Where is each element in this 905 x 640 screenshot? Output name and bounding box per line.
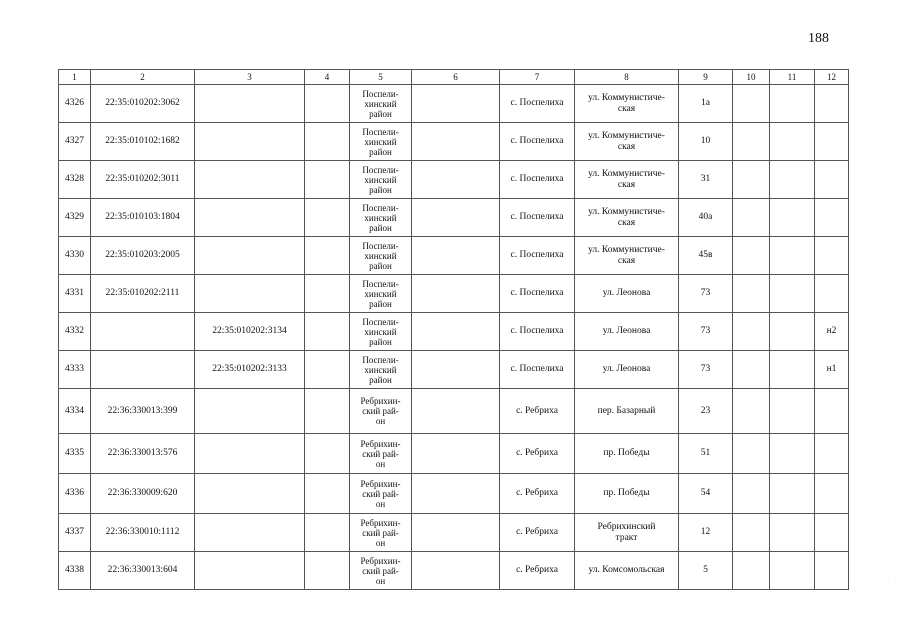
cell-number: 4330 xyxy=(59,237,91,275)
cell-line: ул. Коммунистиче- xyxy=(588,92,665,103)
cell-house: 10 xyxy=(679,123,733,161)
cell-line: ский рай- xyxy=(362,565,399,576)
cell-line: ул. Коммунистиче- xyxy=(588,244,665,255)
cell-cadastral-number: 22:35:010203:2005 xyxy=(91,237,195,275)
cell-col10 xyxy=(733,313,770,351)
cell-line: Ребрихин- xyxy=(360,555,401,566)
cell-district xyxy=(350,123,412,161)
cell-number: 4338 xyxy=(59,552,91,590)
cell-line: ская xyxy=(617,255,636,266)
cell-house: 54 xyxy=(679,474,733,514)
cell-cadastral-number xyxy=(91,313,195,351)
cell-col11 xyxy=(770,389,815,434)
column-header: 6 xyxy=(412,70,500,85)
cell-note: н1 xyxy=(815,351,849,389)
cell-settlement: с. Ребриха xyxy=(500,434,575,474)
cell-col10 xyxy=(733,161,770,199)
cell-line: район xyxy=(369,336,392,347)
cell-cadastral-number-alt: 22:35:010202:3134 xyxy=(195,313,305,351)
cell-col10 xyxy=(733,514,770,552)
cell-line: он xyxy=(375,537,386,548)
cell-line: Поспели- xyxy=(362,240,399,251)
cell-number: 4334 xyxy=(59,389,91,434)
cell-col11 xyxy=(770,552,815,590)
cell-col6 xyxy=(412,552,500,590)
cell-col11 xyxy=(770,351,815,389)
cell-line: тракт xyxy=(615,532,638,543)
table-row xyxy=(59,434,849,474)
cell-note xyxy=(815,237,849,275)
cell-line: ская xyxy=(617,103,636,114)
cell-col10 xyxy=(733,199,770,237)
cell-district xyxy=(350,552,412,590)
cell-settlement: с. Ребриха xyxy=(500,552,575,590)
cell-cadastral-number-alt xyxy=(195,237,305,275)
cell-col4 xyxy=(305,351,350,389)
cell-line: он xyxy=(375,458,386,469)
cell-number: 4335 xyxy=(59,434,91,474)
cell-district xyxy=(350,389,412,434)
cell-settlement: с. Поспелиха xyxy=(500,351,575,389)
cell-house: 5 xyxy=(679,552,733,590)
cell-cadastral-number-alt xyxy=(195,275,305,313)
cell-cadastral-number: 22:35:010102:1682 xyxy=(91,123,195,161)
cell-house: 1а xyxy=(679,85,733,123)
cell-col11 xyxy=(770,434,815,474)
cell-col6 xyxy=(412,434,500,474)
cell-line: район xyxy=(369,260,392,271)
cell-note xyxy=(815,389,849,434)
cell-line: ул. Леонова xyxy=(602,288,651,298)
cell-street xyxy=(575,237,679,275)
column-header: 11 xyxy=(770,70,815,85)
cell-number: 4332 xyxy=(59,313,91,351)
cell-col11 xyxy=(770,313,815,351)
cell-col11 xyxy=(770,237,815,275)
table-row xyxy=(59,351,849,389)
cell-note xyxy=(815,552,849,590)
cell-street xyxy=(575,514,679,552)
cell-col4 xyxy=(305,161,350,199)
cell-col10 xyxy=(733,85,770,123)
cell-settlement: с. Поспелиха xyxy=(500,161,575,199)
cell-number: 4336 xyxy=(59,474,91,514)
cell-cadastral-number: 22:35:010103:1804 xyxy=(91,199,195,237)
cell-line: ский рай- xyxy=(362,406,399,416)
cell-col4 xyxy=(305,199,350,237)
table-row xyxy=(59,123,849,161)
cell-col4 xyxy=(305,313,350,351)
cell-col11 xyxy=(770,514,815,552)
cell-col11 xyxy=(770,85,815,123)
cell-col11 xyxy=(770,199,815,237)
cell-line: ская xyxy=(617,179,636,190)
cell-house: 73 xyxy=(679,313,733,351)
cell-cadastral-number-alt xyxy=(195,434,305,474)
cell-settlement: с. Поспелиха xyxy=(500,275,575,313)
cell-col4 xyxy=(305,389,350,434)
cell-district xyxy=(350,85,412,123)
cell-cadastral-number-alt xyxy=(195,161,305,199)
cell-street xyxy=(575,199,679,237)
cell-settlement: с. Поспелиха xyxy=(500,123,575,161)
cell-line: Ребрихин- xyxy=(360,517,401,528)
cell-line: хинский xyxy=(364,136,397,147)
cell-cadastral-number: 22:36:330010:1112 xyxy=(91,514,195,552)
cell-house: 73 xyxy=(679,275,733,313)
table-row xyxy=(59,161,849,199)
cell-line: Поспели- xyxy=(362,278,399,289)
cell-note xyxy=(815,474,849,514)
cell-district xyxy=(350,474,412,514)
table-row xyxy=(59,85,849,123)
cell-cadastral-number-alt xyxy=(195,123,305,161)
cell-line: Ребрихин- xyxy=(360,478,401,489)
column-header: 10 xyxy=(733,70,770,85)
cell-number: 4326 xyxy=(59,85,91,123)
column-header: 4 xyxy=(305,70,350,85)
column-header: 1 xyxy=(59,70,91,85)
cell-line: Ребрихинский xyxy=(597,521,656,532)
cell-settlement: с. Поспелиха xyxy=(500,313,575,351)
page-number: 188 xyxy=(808,31,829,46)
cell-house: 73 xyxy=(679,351,733,389)
cell-street xyxy=(575,313,679,351)
cell-line: Поспели- xyxy=(362,126,399,137)
cell-street xyxy=(575,123,679,161)
cell-col6 xyxy=(412,161,500,199)
cell-house: 40а xyxy=(679,199,733,237)
cell-col10 xyxy=(733,351,770,389)
cell-street xyxy=(575,389,679,434)
cell-number: 4331 xyxy=(59,275,91,313)
cell-cadastral-number-alt xyxy=(195,474,305,514)
cell-district xyxy=(350,514,412,552)
cell-settlement: с. Ребриха xyxy=(500,514,575,552)
cell-number: 4329 xyxy=(59,199,91,237)
cell-line: район xyxy=(369,146,392,157)
cell-col10 xyxy=(733,275,770,313)
cell-cadastral-number-alt xyxy=(195,389,305,434)
cell-col6 xyxy=(412,474,500,514)
cell-line: район xyxy=(369,298,392,309)
cell-line: Поспели- xyxy=(362,202,399,213)
cell-line: Поспели- xyxy=(362,316,399,327)
cell-district xyxy=(350,199,412,237)
cell-line: хинский xyxy=(364,212,397,223)
cell-col10 xyxy=(733,434,770,474)
cell-line: он xyxy=(375,416,386,426)
table-row xyxy=(59,199,849,237)
header-row xyxy=(59,70,849,85)
cell-line: ул. Комсомольская xyxy=(588,565,665,575)
cell-cadastral-number: 22:36:330009:620 xyxy=(91,474,195,514)
cell-number: 4328 xyxy=(59,161,91,199)
cell-note xyxy=(815,161,849,199)
cell-cadastral-number xyxy=(91,351,195,389)
cell-cadastral-number: 22:36:330013:399 xyxy=(91,389,195,434)
cell-note: н2 xyxy=(815,313,849,351)
table-row xyxy=(59,237,849,275)
cell-cadastral-number: 22:36:330013:576 xyxy=(91,434,195,474)
cell-number: 4333 xyxy=(59,351,91,389)
cell-cadastral-number: 22:35:010202:3011 xyxy=(91,161,195,199)
cell-col10 xyxy=(733,123,770,161)
cell-cadastral-number-alt xyxy=(195,85,305,123)
cell-note xyxy=(815,514,849,552)
cell-col6 xyxy=(412,389,500,434)
cell-line: он xyxy=(375,575,386,586)
cell-line: хинский xyxy=(364,364,397,375)
cell-line: Ребрихин- xyxy=(360,396,401,406)
table-row xyxy=(59,389,849,434)
registry-table xyxy=(58,69,849,590)
column-header: 8 xyxy=(575,70,679,85)
column-header: 2 xyxy=(91,70,195,85)
cell-note xyxy=(815,123,849,161)
cell-house: 31 xyxy=(679,161,733,199)
cell-line: ул. Леонова xyxy=(602,364,651,374)
cell-line: он xyxy=(375,498,386,509)
table-row xyxy=(59,275,849,313)
cell-col6 xyxy=(412,85,500,123)
cell-note xyxy=(815,275,849,313)
cell-line: Поспели- xyxy=(362,164,399,175)
cell-house: 23 xyxy=(679,389,733,434)
cell-cadastral-number-alt xyxy=(195,514,305,552)
cell-line: район xyxy=(369,184,392,195)
table-row xyxy=(59,514,849,552)
cell-line: хинский xyxy=(364,288,397,299)
cell-line: район xyxy=(369,108,392,119)
cell-line: район xyxy=(369,374,392,385)
cell-house: 12 xyxy=(679,514,733,552)
cell-note xyxy=(815,434,849,474)
cell-number: 4337 xyxy=(59,514,91,552)
cell-note xyxy=(815,199,849,237)
cell-line: ская xyxy=(617,217,636,228)
table-row xyxy=(59,552,849,590)
cell-line: ул. Коммунистиче- xyxy=(588,206,665,217)
cell-settlement: с. Поспелиха xyxy=(500,199,575,237)
cell-line: пр. Победы xyxy=(603,488,650,498)
cell-col6 xyxy=(412,313,500,351)
cell-number: 4327 xyxy=(59,123,91,161)
cell-col10 xyxy=(733,237,770,275)
cell-district xyxy=(350,313,412,351)
cell-line: Ребрихин- xyxy=(360,438,401,449)
cell-col4 xyxy=(305,552,350,590)
cell-settlement: с. Поспелиха xyxy=(500,237,575,275)
cell-cadastral-number: 22:35:010202:2111 xyxy=(91,275,195,313)
cell-line: пер. Базарный xyxy=(597,405,656,416)
cell-line: ский рай- xyxy=(362,488,399,499)
cell-col4 xyxy=(305,514,350,552)
cell-col4 xyxy=(305,123,350,161)
table-row xyxy=(59,474,849,514)
cell-col4 xyxy=(305,275,350,313)
cell-line: ский рай- xyxy=(362,527,399,538)
cell-cadastral-number: 22:36:330013:604 xyxy=(91,552,195,590)
cell-street xyxy=(575,351,679,389)
cell-line: Поспели- xyxy=(362,354,399,365)
cell-line: хинский xyxy=(364,250,397,261)
cell-settlement: с. Поспелиха xyxy=(500,85,575,123)
cell-col6 xyxy=(412,514,500,552)
cell-street xyxy=(575,552,679,590)
cell-line: ул. Коммунистиче- xyxy=(588,130,665,141)
cell-line: хинский xyxy=(364,174,397,185)
cell-line: Поспели- xyxy=(362,88,399,99)
cell-col10 xyxy=(733,474,770,514)
column-header: 3 xyxy=(195,70,305,85)
column-header: 9 xyxy=(679,70,733,85)
cell-col11 xyxy=(770,123,815,161)
cell-district xyxy=(350,351,412,389)
cell-col4 xyxy=(305,434,350,474)
cell-col10 xyxy=(733,389,770,434)
cell-house: 51 xyxy=(679,434,733,474)
cell-col11 xyxy=(770,275,815,313)
cell-col6 xyxy=(412,275,500,313)
cell-col6 xyxy=(412,351,500,389)
cell-col4 xyxy=(305,237,350,275)
cell-street xyxy=(575,85,679,123)
cell-cadastral-number-alt xyxy=(195,199,305,237)
cell-col11 xyxy=(770,161,815,199)
cell-col6 xyxy=(412,199,500,237)
cell-line: ская xyxy=(617,141,636,152)
cell-district xyxy=(350,434,412,474)
cell-line: хинский xyxy=(364,98,397,109)
table-row xyxy=(59,313,849,351)
cell-col10 xyxy=(733,552,770,590)
cell-settlement: с. Ребриха xyxy=(500,474,575,514)
cell-line: пр. Победы xyxy=(603,448,650,458)
cell-line: ул. Коммунистиче- xyxy=(588,168,665,179)
cell-note xyxy=(815,85,849,123)
cell-district xyxy=(350,161,412,199)
stray-mark: · xyxy=(895,580,897,586)
cell-settlement: с. Ребриха xyxy=(500,389,575,434)
cell-col4 xyxy=(305,474,350,514)
cell-district xyxy=(350,275,412,313)
cell-street xyxy=(575,434,679,474)
cell-cadastral-number-alt xyxy=(195,552,305,590)
cell-district xyxy=(350,237,412,275)
cell-line: район xyxy=(369,222,392,233)
cell-street xyxy=(575,275,679,313)
cell-street xyxy=(575,161,679,199)
cell-col6 xyxy=(412,237,500,275)
column-header: 5 xyxy=(350,70,412,85)
cell-col4 xyxy=(305,85,350,123)
cell-street xyxy=(575,474,679,514)
cell-col6 xyxy=(412,123,500,161)
column-header: 12 xyxy=(815,70,849,85)
cell-col11 xyxy=(770,474,815,514)
cell-cadastral-number: 22:35:010202:3062 xyxy=(91,85,195,123)
cell-cadastral-number-alt: 22:35:010202:3133 xyxy=(195,351,305,389)
column-header: 7 xyxy=(500,70,575,85)
cell-line: ский рай- xyxy=(362,448,399,459)
cell-line: ул. Леонова xyxy=(602,326,651,336)
cell-line: хинский xyxy=(364,326,397,337)
cell-house: 45в xyxy=(679,237,733,275)
